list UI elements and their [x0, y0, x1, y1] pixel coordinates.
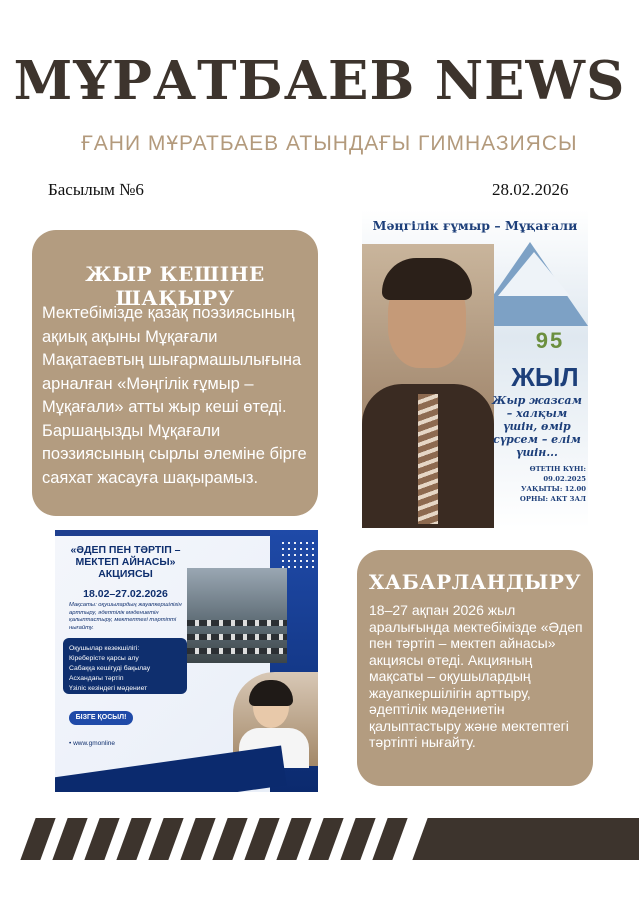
invitation-heading: ЖЫР КЕШІНЕ ШАҚЫРУ	[85, 262, 265, 310]
campaign-description: Мақсаты: оқушылардың жауапкершілігін арттыру, әдептілік мәдениетін қалыптастыру, мектептегі тәртіпті нығайту.	[69, 602, 182, 631]
website-text: • www.gmonline	[69, 740, 115, 747]
stripe	[148, 818, 183, 860]
anniversary-unit: ЖЫЛ	[511, 362, 579, 392]
stripe	[84, 818, 119, 860]
desk-row	[187, 634, 287, 640]
event-place-line: ОРНЫ: АКТ ЗАЛ	[519, 495, 586, 503]
campaign-dates: 18.02–27.02.2026	[83, 588, 168, 600]
duty-item: Асхандағы тәртіп	[69, 675, 124, 682]
poster-quote: Жыр жазсам – халқым үшін, өмір сүрсем – елім үшін...	[492, 394, 582, 459]
duty-title: Оқушылар кезекшілігі:	[69, 645, 140, 652]
announcement-text: 18–27 ақпан 2026 жыл аралығында мектебімізде «Әдеп пен тәртіп – мектеп айнасы» акциясы өтеді. Акцияның мақсаты – оқушылардың жауапкершілігін арттыру, әдептілік мәдениетін қалыптастыру және мектептегі тәртіпті нығайту.	[369, 602, 583, 750]
portrait-hair	[382, 258, 472, 300]
mountain-snow-shape	[498, 252, 570, 296]
issue-date: 28.02.2026	[492, 180, 569, 199]
campaign-title: «ӘДЕП ПЕН ТӘРТІП – МЕКТЕП АЙНАСЫ» АКЦИЯСЫ	[70, 544, 181, 580]
school-subtitle: ҒАНИ МҰРАТБАЕВ АТЫНДАҒЫ ГИМНАЗИЯСЫ	[81, 132, 578, 155]
duty-item: Кіреберісте қарсы алу	[69, 655, 139, 662]
stripe	[372, 818, 407, 860]
stripe	[276, 818, 311, 860]
desk-row	[187, 648, 287, 654]
stripe-bar	[412, 818, 639, 860]
poster-bottom-wave	[55, 745, 287, 792]
poetry-evening-poster	[362, 210, 588, 528]
duty-item: Сабаққа кешігуді бақылау	[69, 665, 151, 672]
campaign-poster	[55, 530, 318, 792]
desk-row	[187, 620, 287, 626]
poster-event-info	[494, 464, 586, 504]
announcement-heading: ХАБАРЛАНДЫРУ	[368, 570, 582, 594]
stripe	[52, 818, 87, 860]
issue-number: Басылым №6	[48, 180, 144, 199]
footer-stripes	[0, 818, 639, 860]
anniversary-number: 95	[535, 328, 565, 353]
announcement-card	[357, 550, 593, 786]
stripe	[244, 818, 279, 860]
duty-list	[69, 644, 185, 694]
poster-heading: Мәңгілік ғұмыр – Мұқағали	[372, 218, 578, 233]
stripe	[340, 818, 375, 860]
stripe	[212, 818, 247, 860]
duty-box	[63, 638, 187, 694]
join-badge: БІЗГЕ ҚОСЫЛ!	[69, 711, 133, 725]
event-date-line: ӨТЕТІН КҮНІ: 09.02.2025	[529, 465, 586, 483]
duty-item: Үзіліс кезіндегі мәдениет	[69, 685, 148, 692]
classroom-photo	[187, 568, 287, 663]
stripe	[180, 818, 215, 860]
invitation-text: Мектебімізде қазақ поэзиясының ақиық ақыны Мұқағали Мақатаевтың шығармашылығына арналған «Мәңгілік ғұмыр – Мұқағали» атты жыр кеші өтеді. Баршаңызды Мұқағали поэзиясының сырлы әлеміне бірге саяхат жасауға шақырамыз.	[42, 304, 307, 487]
dots-decoration	[280, 540, 314, 568]
invitation-card	[32, 230, 318, 516]
stripe	[20, 818, 55, 860]
portrait-tie	[418, 394, 438, 524]
poet-portrait	[362, 244, 494, 528]
student-hair	[249, 680, 293, 706]
stripe	[308, 818, 343, 860]
stripe	[116, 818, 151, 860]
event-time-line: УАҚЫТЫ: 12.00	[520, 485, 586, 493]
newspaper-title: МҰРАТБАЕВ NEWS	[13, 50, 626, 112]
